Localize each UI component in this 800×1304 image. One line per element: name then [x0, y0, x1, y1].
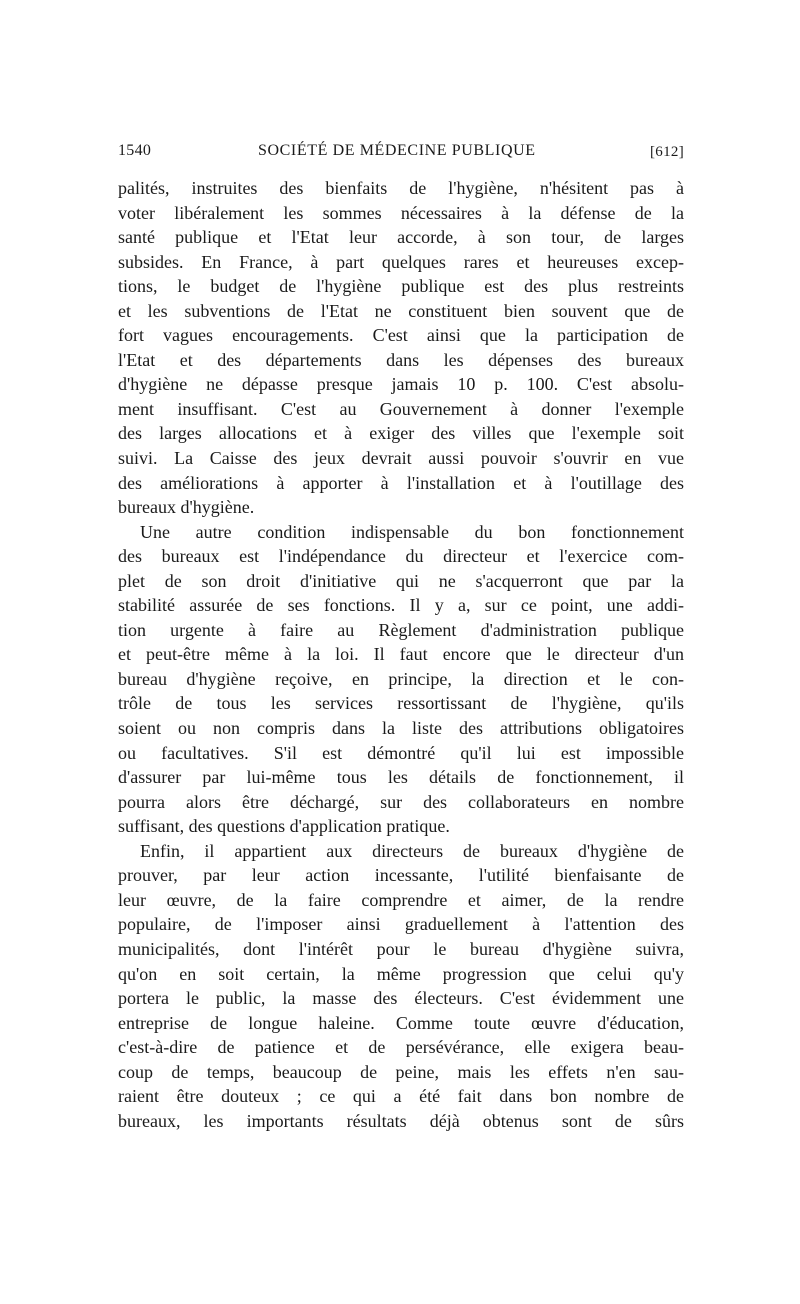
running-header	[118, 142, 684, 170]
text-line: santé publique et l'Etat leur accorde, à son tour, de larges	[118, 227, 684, 248]
text-line: fort vagues encouragements. C'est ainsi que la participation de	[118, 325, 684, 346]
text-line: trôle de tous les services ressortissant de l'hygiène, qu'ils	[118, 693, 684, 714]
text-line: entreprise de longue haleine. Comme toute œuvre d'éducation,	[118, 1012, 684, 1033]
text-line: palités, instruites des bienfaits de l'hygiène, n'hésitent pas à	[118, 178, 684, 198]
text-line: tions, le budget de l'hygiène publique est des plus restreints	[118, 276, 684, 297]
text-line: coup de temps, beaucoup de peine, mais les effets n'en sau-	[118, 1061, 684, 1082]
book-page	[118, 142, 684, 1133]
text-line: et les subventions de l'Etat ne constituent bien souvent que de	[118, 300, 684, 321]
text-line: des améliorations à apporter à l'installation et à l'outillage des	[118, 472, 684, 493]
text-line: municipalités, dont l'intérêt pour le bureau d'hygiène suivra,	[118, 938, 684, 959]
text-line: tion urgente à faire au Règlement d'administration publique	[118, 619, 684, 640]
text-line: leur œuvre, de la faire comprendre et aimer, de la rendre	[118, 889, 684, 910]
text-line: soient ou non compris dans la liste des attributions obligatoires	[118, 718, 684, 739]
text-line: suivi. La Caisse des jeux devrait aussi pouvoir s'ouvrir en vue	[118, 448, 684, 469]
paragraph-end-line: suffisant, des questions d'application pratique.	[118, 816, 450, 837]
text-line: ment insuffisant. C'est au Gouvernement à donner l'exemple	[118, 398, 684, 419]
text-line: c'est-à-dire de patience et de persévérance, elle exigera beau-	[118, 1037, 684, 1058]
paragraph-start-line: Une autre condition indispensable du bon fonctionnement	[140, 521, 684, 542]
text-line: qu'on en soit certain, la même progression que celui qu'y	[118, 963, 684, 984]
text-line: d'assurer par lui-même tous les détails de fonctionnement, il	[118, 767, 684, 788]
text-line: prouver, par leur action incessante, l'utilité bienfaisante de	[118, 865, 684, 886]
text-line: bureau d'hygiène reçoive, en principe, la direction et le con-	[118, 668, 684, 689]
text-line: ou facultatives. S'il est démontré qu'il lui est impossible	[118, 742, 684, 763]
text-line: subsides. En France, à part quelques rares et heureuses excep-	[118, 251, 684, 272]
text-line: voter libéralement les sommes nécessaires à la défense de la	[118, 202, 684, 223]
text-line: des bureaux est l'indépendance du directeur et l'exercice com-	[118, 546, 684, 567]
running-title: SOCIÉTÉ DE MÉDECINE PUBLIQUE	[258, 142, 536, 159]
text-line: raient être douteux ; ce qui a été fait dans bon nombre de	[118, 1086, 684, 1107]
paragraph-start-line: Enfin, il appartient aux directeurs de bureaux d'hygiène de	[140, 840, 684, 861]
text-line: et peut-être même à la loi. Il faut encore que le directeur d'un	[118, 644, 684, 665]
bracket-page-reference: [612]	[650, 144, 684, 160]
paragraph-end-line: bureaux d'hygiène.	[118, 497, 255, 518]
page-number: 1540	[118, 142, 152, 159]
text-line: stabilité assurée de ses fonctions. Il y a, sur ce point, une addi-	[118, 595, 684, 616]
text-line: pourra alors être déchargé, sur des collaborateurs en nombre	[118, 791, 684, 812]
text-line: portera le public, la masse des électeurs. C'est évidemment une	[118, 988, 684, 1009]
text-line: bureaux, les importants résultats déjà obtenus sont de sûrs	[118, 1110, 684, 1131]
text-line: plet de son droit d'initiative qui ne s'acquerront que par la	[118, 570, 684, 591]
text-line: des larges allocations et à exiger des villes que l'exemple soit	[118, 423, 684, 444]
text-line: populaire, de l'imposer ainsi graduellement à l'attention des	[118, 914, 684, 935]
text-line: d'hygiène ne dépasse presque jamais 10 p. 100. C'est absolu-	[118, 374, 684, 395]
text-line: l'Etat et des départements dans les dépenses des bureaux	[118, 349, 684, 370]
body-text	[118, 176, 684, 1133]
